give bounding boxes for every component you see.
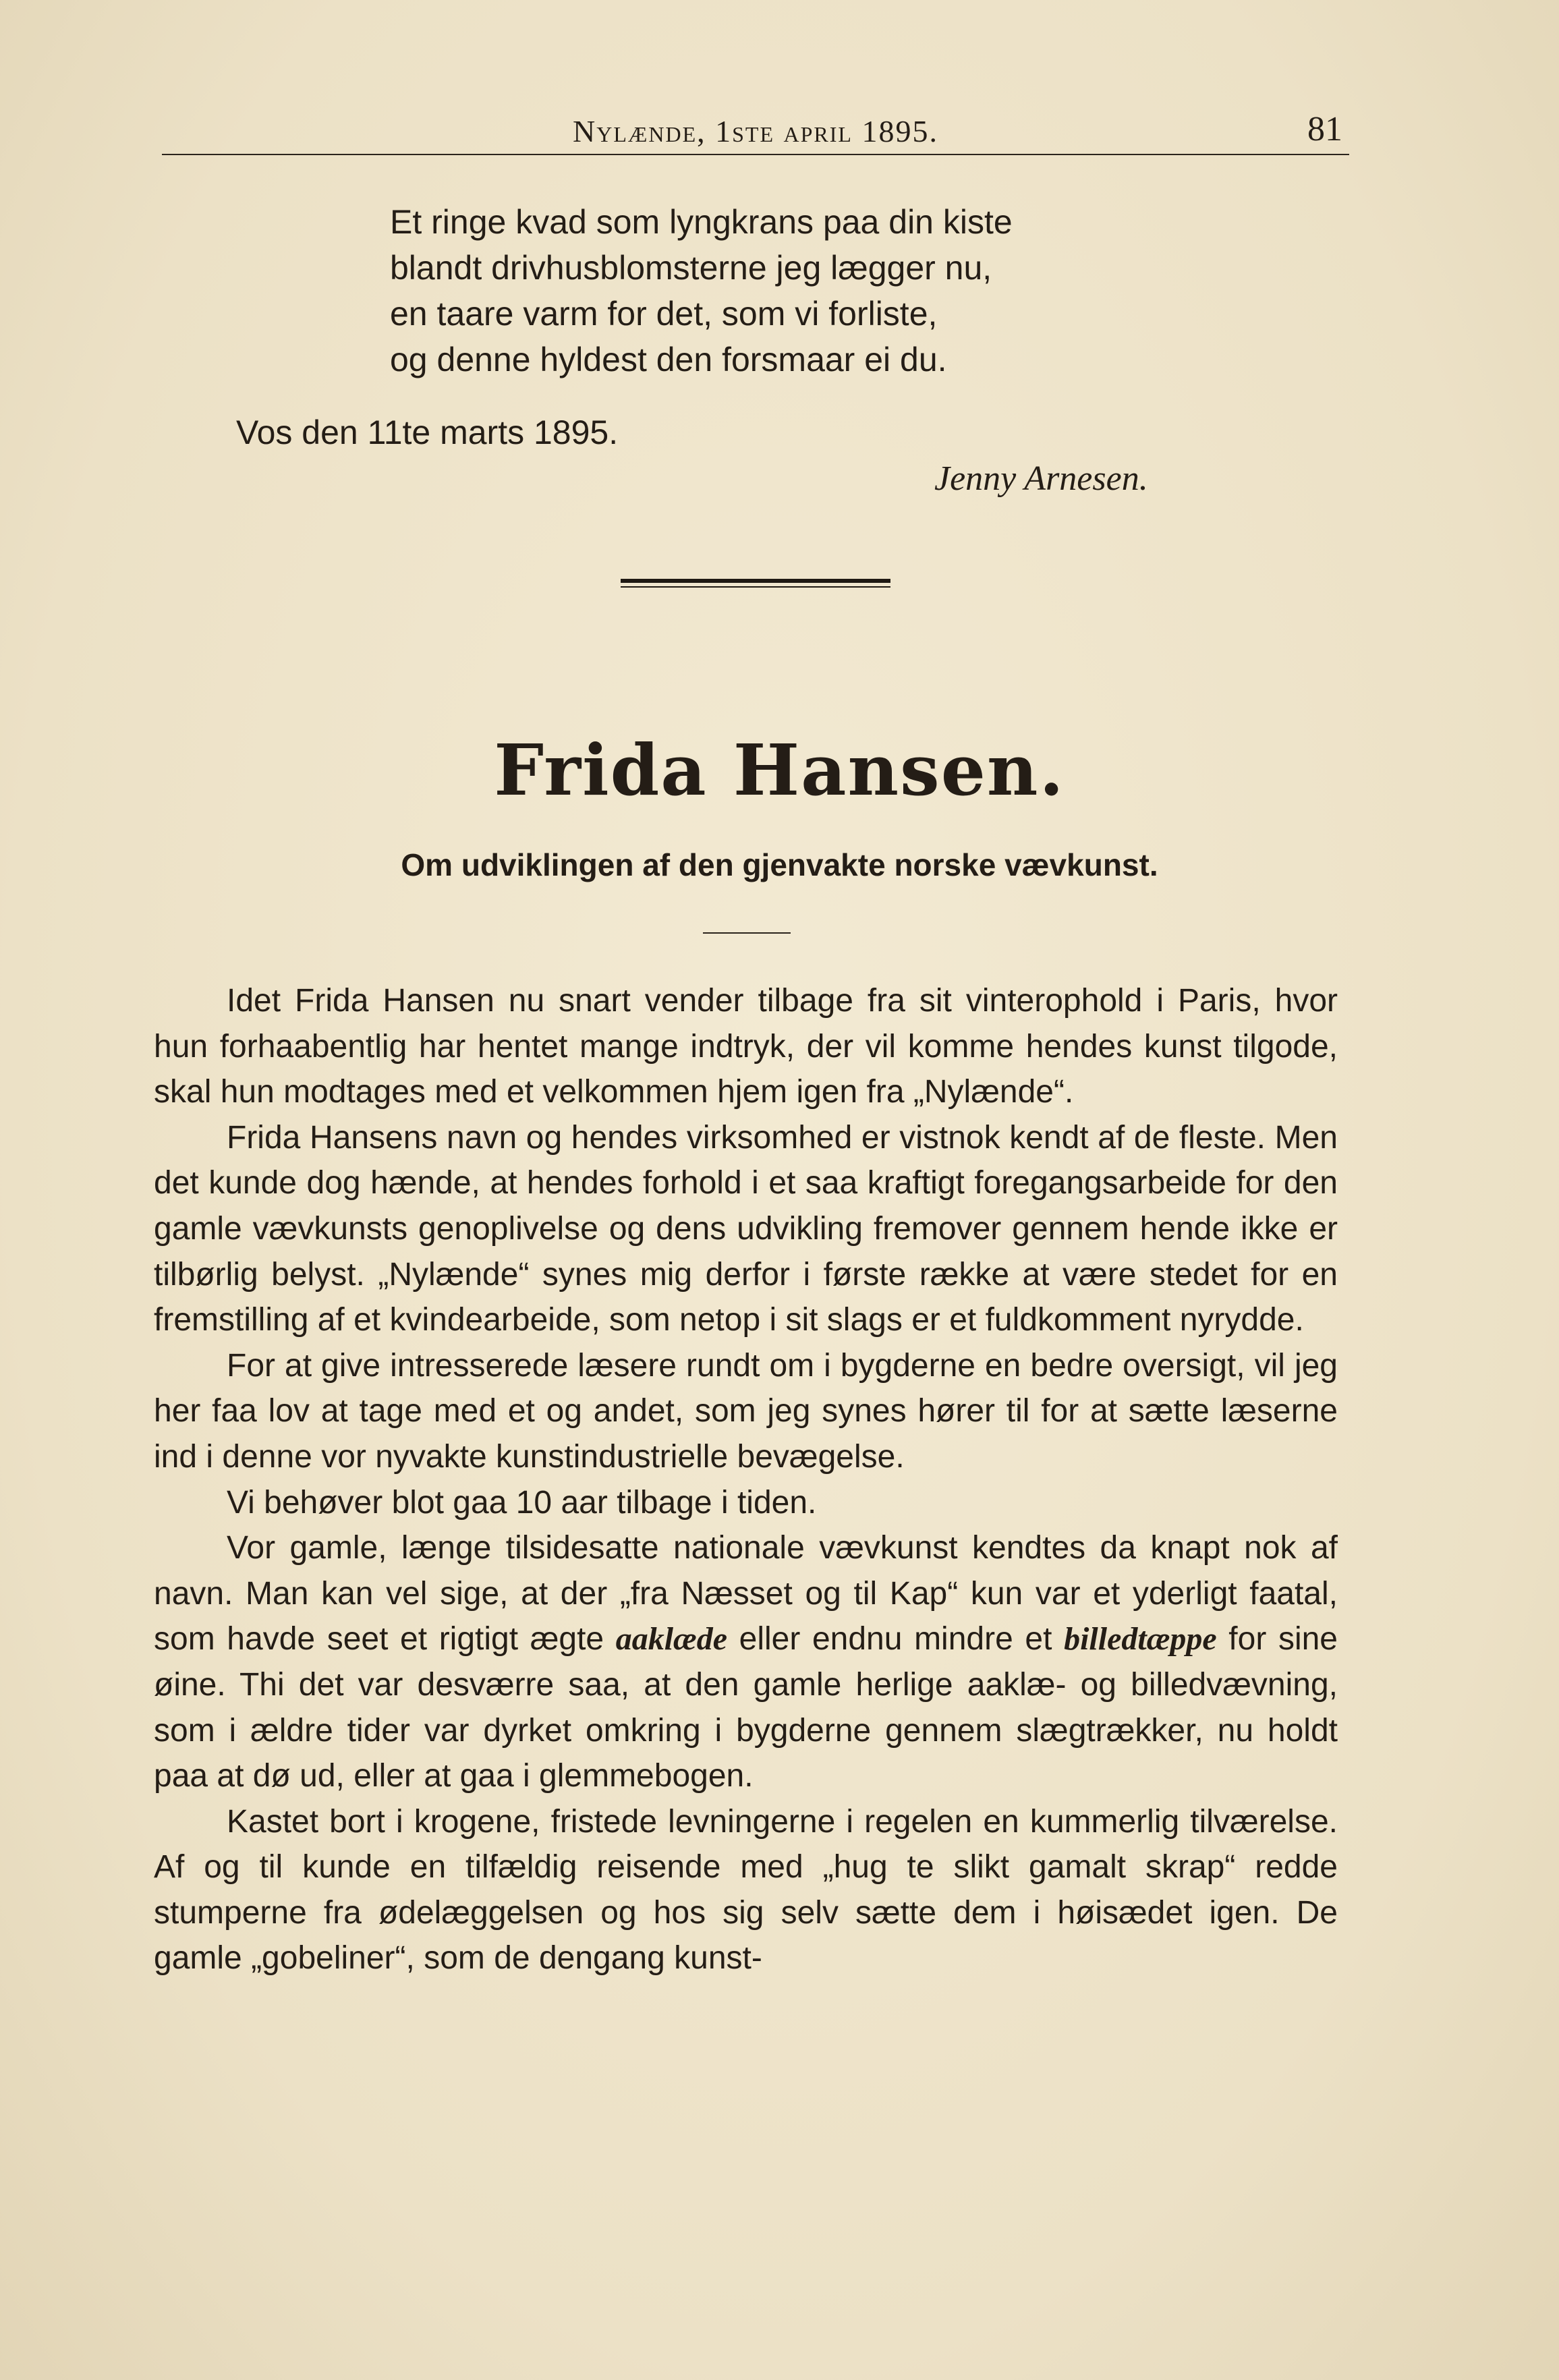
running-head [162,101,1349,155]
paragraph: For at give intresserede læsere rundt om i bygderne en bedre oversigt, vil jeg her faa lov at tage med et og andet, som jeg synes hører til for at sætte læserne ind i denne vor nyvakte kunstindustrielle bevægelse. [154,1347,1338,1475]
emphasis-aaklaede: aaklæde [615,1621,728,1658]
article-subtitle: Om udviklingen af den gjenvakte norske vævkunst. [401,847,1158,882]
poem-line: Et ringe kvad som lyngkrans paa din kiste [390,203,1013,241]
page-number: 81 [1307,110,1342,148]
poem-signature: Jenny Arnesen. [934,459,1148,498]
poem-line: blandt drivhusblomsterne jeg lægger nu, [390,249,992,287]
paragraph: Frida Hansens navn og hendes virksomhed er vistnok kendt af de fleste. Men det kunde dog hænde, at hendes forhold i et saa kraftigt foregangsarbeide for den gamle vævkunsts genoplivelse og dens udvikling fremover gennem hende ikke er tilbørlig belyst. „Nylænde“ synes mig derfor i første række at være stedet for en fremstilling af et kvindearbeide, som netop i sit slags er et fuldkomment nyrydde. [154,1119,1338,1338]
paragraph: Kastet bort i krogene, fristede levningerne i regelen en kummerlig tilværelse. Af og til kunde en tilfældig reisende med „hug te slikt gamalt skrap“ redde stumperne fra ødelæggelsen og hos sig selv sætte dem i høisædet igen. De gamle „gobeliner“, som de dengang kunst- [154,1803,1338,1977]
divider-thick-line [621,579,890,583]
paragraph [154,1525,1338,1799]
running-title: Nylænde, 1ste april 1895. [573,114,938,148]
article-body [154,978,1338,1981]
header-rule [162,154,1349,155]
paragraph-text: eller endnu mindre et [727,1621,1065,1658]
subtitle-rule [703,932,791,934]
paragraph-text: Vor gamle, længe tilsidesatte nationale vævkunst kendtes da knapt nok af navn. Man kan vel sige, at der „fra Næsset og til Kap“ kun var et yderligt faatal, som havde seet et rigtigt ægte [154,1530,1338,1658]
paragraph-text: for sine øine. Thi det var desværre saa, at den gamle herlige aaklæ- og billedvævning, som i ældre tider var dyrket omkring i bygderne gennem slægtrækker, nu holdt paa at dø ud, eller at gaa i glemmebogen. [154,1621,1338,1794]
paragraph: Vi behøver blot gaa 10 aar tilbage i tiden. [227,1484,817,1521]
emphasis-billedtaeppe: billedtæppe [1064,1621,1217,1658]
article-title: Frida Hansen. [494,729,1065,812]
poem-line: en taare varm for det, som vi forliste, [390,295,938,333]
poem [390,199,1199,382]
section-divider [621,579,890,588]
poem-line: og denne hyldest den forsmaar ei du. [390,341,947,378]
paragraph: Idet Frida Hansen nu snart vender tilbage fra sit vinterophold i Paris, hvor hun forhaabentlig har hentet mange indtryk, der vil komme hendes kunst tilgode, skal hun modtages med et velkommen hjem igen fra „Nylænde“. [154,983,1338,1110]
divider-thin-line [621,586,890,588]
poem-dateline: Vos den 11te marts 1895. [236,414,619,451]
